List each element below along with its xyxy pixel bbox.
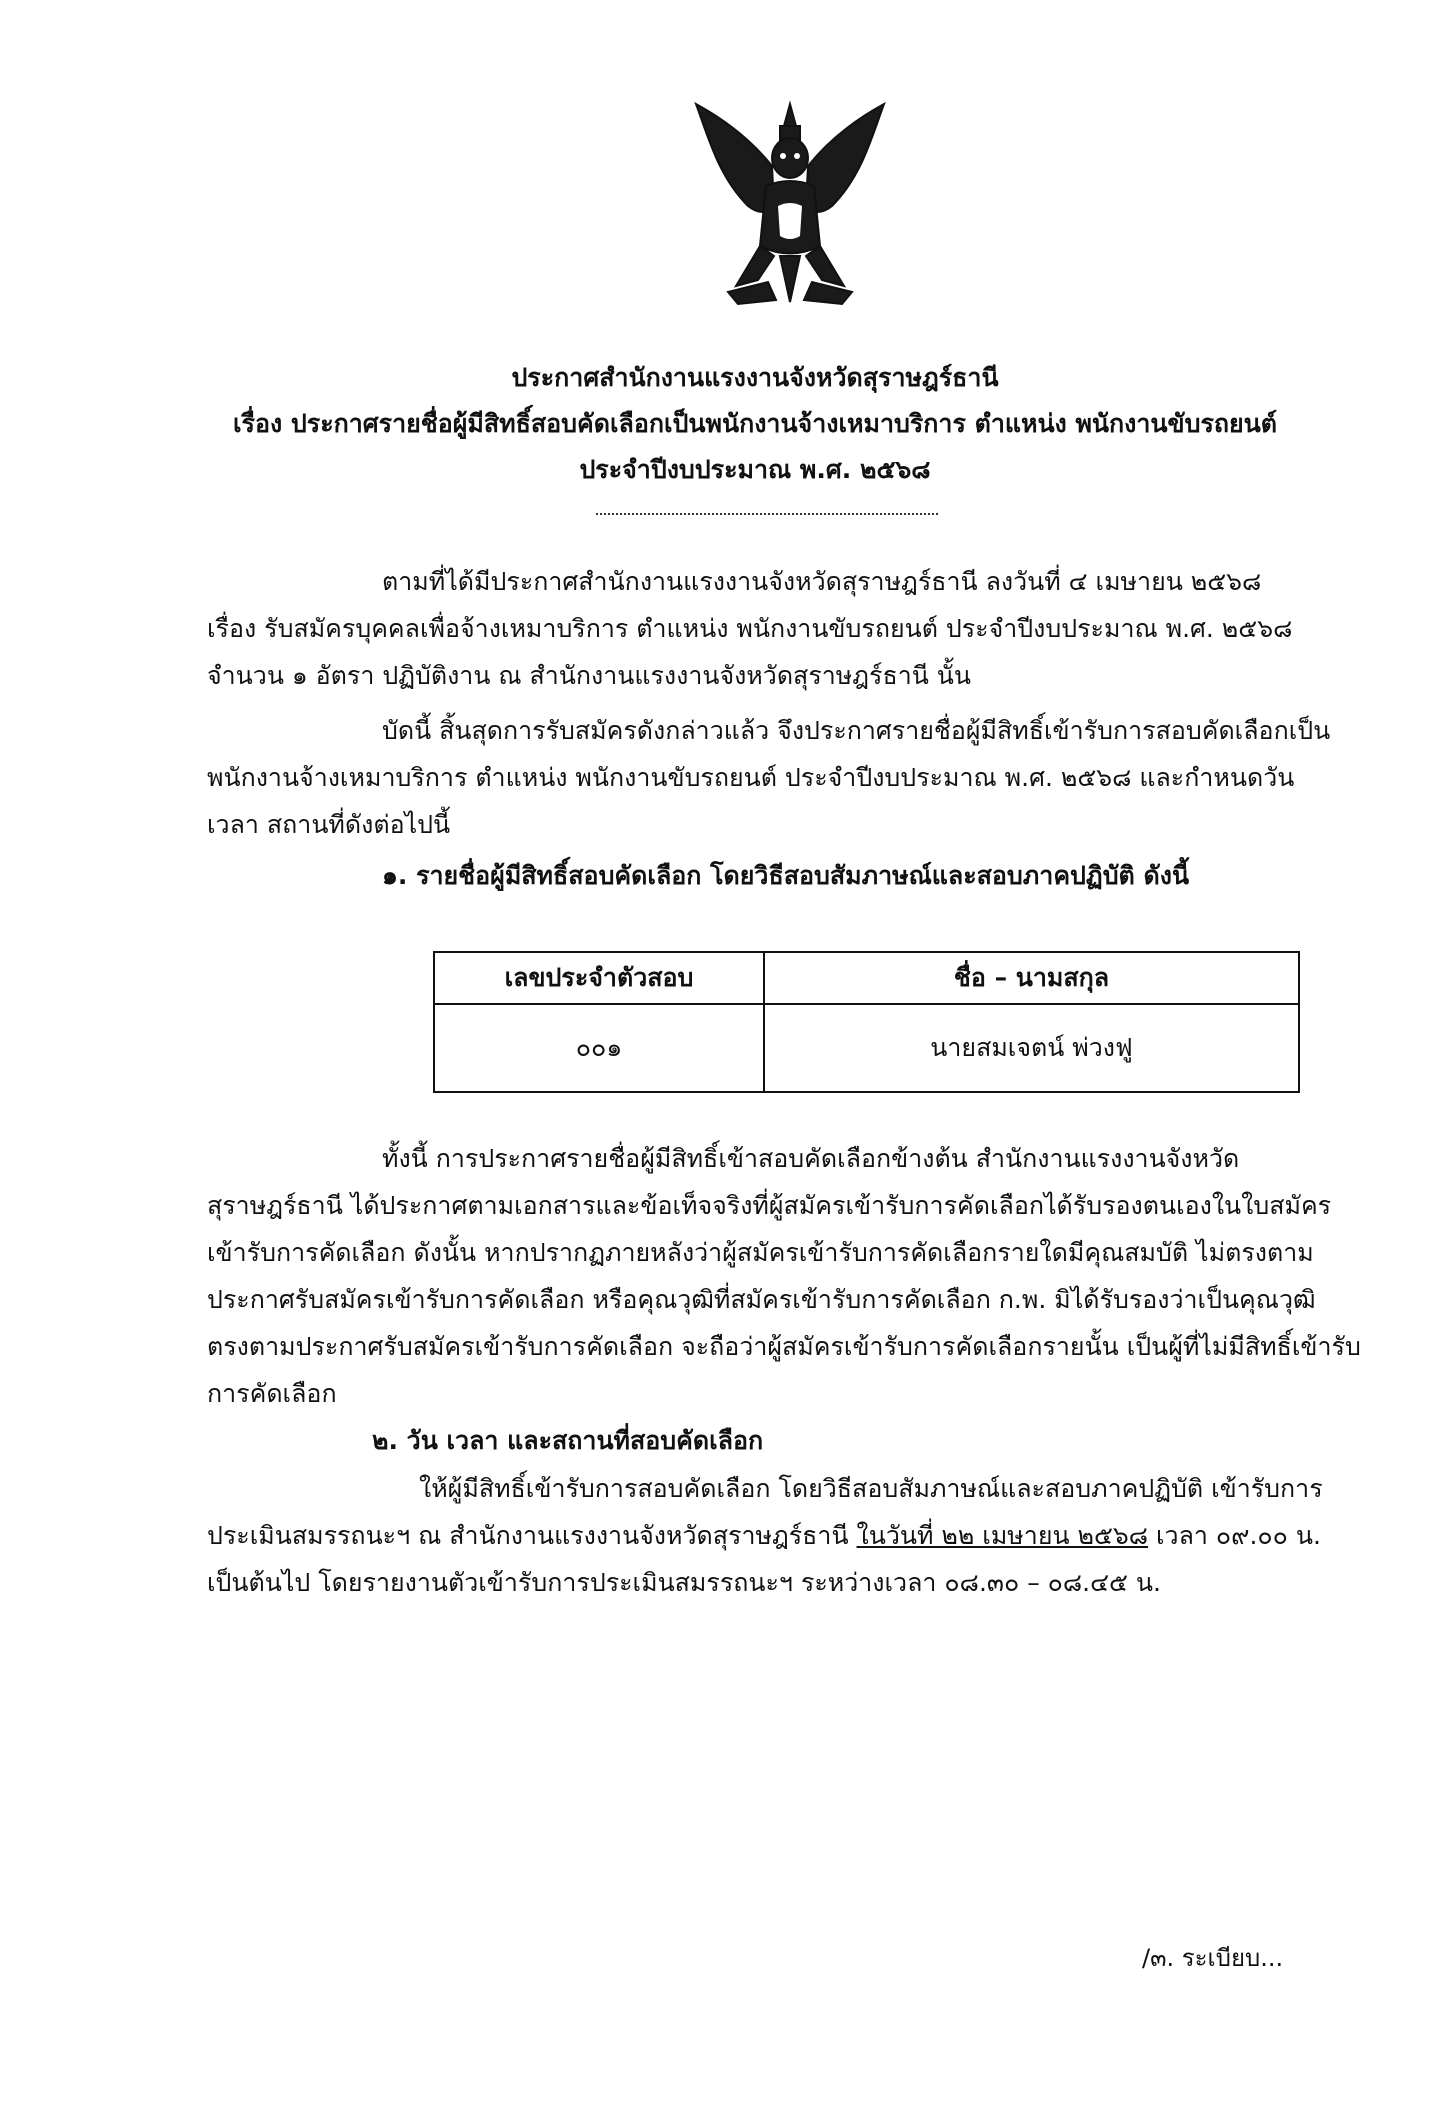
candidate-table: [433, 951, 1300, 1093]
condition-line: ประกาศรับสมัครเข้ารับการคัดเลือก หรือคุณวุฒิที่สมัครเข้ารับการคัดเลือก ก.พ. มิได้รับรองว่าเป็นคุณวุฒิ: [207, 1285, 1316, 1314]
section1-heading: ๑. รายชื่อผู้มีสิทธิ์สอบคัดเลือก โดยวิธีสอบสัมภาษณ์และสอบภาคปฏิบัติ ดังนี้: [382, 861, 1190, 890]
garuda-emblem-icon: [688, 96, 892, 312]
condition-line: การคัดเลือก: [207, 1379, 337, 1408]
schedule-paragraph: [207, 1465, 1323, 1606]
condition-paragraph: [207, 1135, 1361, 1417]
intro-line: เรื่อง รับสมัครบุคคลเพื่อจ้างเหมาบริการ ตำแหน่ง พนักงานขับรถยนต์ ประจำปีงบประมาณ พ.ศ. ๒๕๖๘: [207, 614, 1293, 643]
schedule-line: ให้ผู้มีสิทธิ์เข้ารับการสอบคัดเลือก โดยวิธีสอบสัมภาษณ์และสอบภาคปฏิบัติ เข้ารับการ: [419, 1474, 1323, 1503]
announcement-line: พนักงานจ้างเหมาบริการ ตำแหน่ง พนักงานขับรถยนต์ ประจำปีงบประมาณ พ.ศ. ๒๕๖๘ และกำหนดวัน: [207, 763, 1295, 792]
condition-line: เข้ารับการคัดเลือก ดังนั้น หากปรากฏภายหลังว่าผู้สมัครเข้ารับการคัดเลือกรายใดมีคุณสมบัติ ไม่ตรงตาม: [207, 1238, 1314, 1267]
exam-time: เวลา ๐๙.๐๐ น.: [1148, 1521, 1321, 1550]
condition-line: สุราษฎร์ธานี ได้ประกาศตามเอกสารและข้อเท็จจริงที่ผู้สมัครเข้ารับการคัดเลือกได้รับรองตนเองในใบสมัคร: [207, 1191, 1332, 1220]
intro-line: ตามที่ได้มีประกาศสำนักงานแรงงานจังหวัดสุราษฎร์ธานี ลงวันที่ ๔ เมษายน ๒๕๖๘: [382, 567, 1262, 596]
intro-line: จำนวน ๑ อัตรา ปฏิบัติงาน ณ สำนักงานแรงงานจังหวัดสุราษฎร์ธานี นั้น: [207, 661, 971, 690]
fiscal-year-line: ประจำปีงบประมาณ พ.ศ. ๒๕๖๘: [579, 455, 931, 484]
schedule-text: ประเมินสมรรถนะฯ ณ สำนักงานแรงงานจังหวัดสุราษฎร์ธานี: [207, 1521, 857, 1550]
schedule-line: เป็นต้นไป โดยรายงานตัวเข้ารับการประเมินสมรรถนะฯ ระหว่างเวลา ๐๘.๓๐ – ๐๘.๔๕ น.: [207, 1568, 1161, 1597]
condition-line: ทั้งนี้ การประกาศรายชื่อผู้มีสิทธิ์เข้าสอบคัดเลือกข้างต้น สำนักงานแรงงานจังหวัด: [382, 1144, 1240, 1173]
exam-date: ในวันที่ ๒๒ เมษายน ๒๕๖๘: [856, 1521, 1149, 1550]
section2-heading: ๒. วัน เวลา และสถานที่สอบคัดเลือก: [372, 1426, 764, 1455]
table-cell-full-name: นายสมเจตน์ พ่วงฟู: [763, 1003, 1298, 1091]
intro-paragraph: [207, 558, 1319, 699]
continuation-note: /๓. ระเบียบ...: [1142, 1944, 1284, 1972]
announcement-paragraph: [207, 707, 1331, 848]
announcement-title: ประกาศสำนักงานแรงงานจังหวัดสุราษฎร์ธานี: [511, 363, 999, 392]
table-header-exam-id: เลขประจำตัวสอบ: [504, 963, 694, 992]
announcement-subject: เรื่อง ประกาศรายชื่อผู้มีสิทธิ์สอบคัดเลือกเป็นพนักงานจ้างเหมาบริการ ตำแหน่ง พนักงานขับรถยนต์: [233, 409, 1277, 438]
table-header-full-name: ชื่อ – นามสกุล: [763, 953, 1298, 1003]
announcement-line: เวลา สถานที่ดังต่อไปนี้: [207, 810, 451, 839]
table-cell-exam-id: ๐๐๑: [435, 1003, 763, 1091]
condition-line: ตรงตามประกาศรับสมัครเข้ารับการคัดเลือก จะถือว่าผู้สมัครเข้ารับการคัดเลือกรายนั้น เป็นผู้ที่ไม่มีสิทธิ์เข้ารับ: [207, 1332, 1361, 1361]
heading-divider: [596, 513, 938, 515]
announcement-line: บัดนี้ สิ้นสุดการรับสมัครดังกล่าวแล้ว จึงประกาศรายชื่อผู้มีสิทธิ์เข้ารับการสอบคัดเลือกเป็น: [382, 716, 1331, 745]
schedule-line: [207, 1512, 1319, 1559]
